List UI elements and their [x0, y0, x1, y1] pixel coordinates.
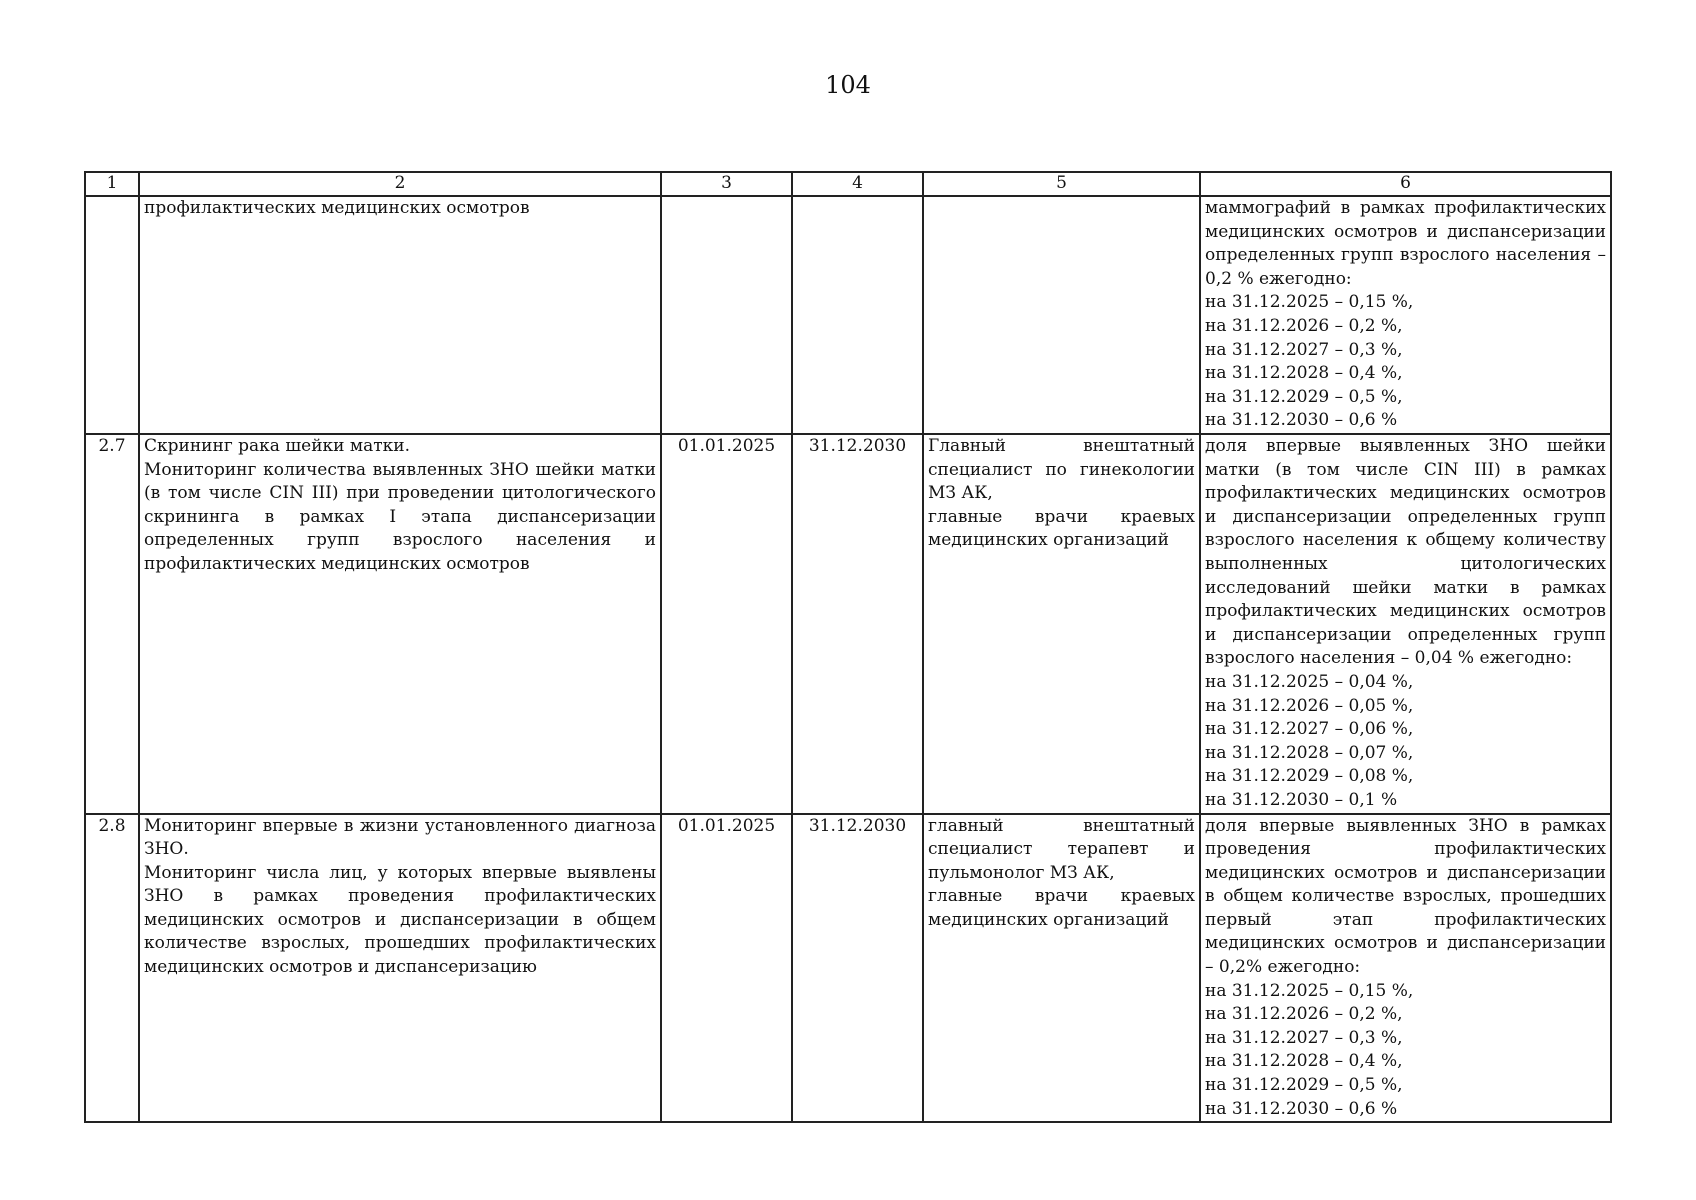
- indicator-value: на 31.12.2026 – 0,05 %,: [1205, 695, 1414, 716]
- column-header: 1: [85, 172, 139, 196]
- end-date-cell: [792, 196, 923, 434]
- activity-cell: [139, 196, 661, 434]
- plan-table: [84, 171, 1612, 1123]
- start-date-cell: [661, 196, 792, 434]
- responsible-cell: [923, 434, 1200, 814]
- table-row: [85, 434, 1611, 814]
- activity-cell: [139, 814, 661, 1123]
- column-header: 6: [1200, 172, 1611, 196]
- activity-text: профилактических медицинских осмотров: [144, 198, 530, 218]
- table-row: [85, 814, 1611, 1123]
- indicator-value: на 31.12.2025 – 0,15 %,: [1205, 980, 1414, 1001]
- end-date-cell: 31.12.2030: [792, 434, 923, 814]
- row-number-cell: [85, 196, 139, 434]
- indicator-value: на 31.12.2029 – 0,5 %,: [1205, 1075, 1403, 1096]
- indicator-value: на 31.12.2025 – 0,04 %,: [1205, 671, 1414, 692]
- indicator-value: на 31.12.2030 – 0,6 %: [1205, 410, 1398, 431]
- indicator-value: на 31.12.2028 – 0,07 %,: [1205, 742, 1414, 763]
- column-header: 3: [661, 172, 792, 196]
- indicator-value: на 31.12.2028 – 0,4 %,: [1205, 1051, 1403, 1072]
- end-date-cell: 31.12.2030: [792, 814, 923, 1123]
- page-number: 104: [825, 71, 871, 99]
- indicator-value: на 31.12.2026 – 0,2 %,: [1205, 315, 1403, 336]
- indicator-value: на 31.12.2030 – 0,6 %: [1205, 1098, 1398, 1119]
- responsible-text: главные врачи краевых медицинских организаций: [928, 886, 1195, 930]
- indicator-cell: [1200, 196, 1611, 434]
- indicator-value: на 31.12.2027 – 0,3 %,: [1205, 339, 1403, 360]
- indicator-value: на 31.12.2029 – 0,08 %,: [1205, 766, 1414, 787]
- responsible-cell: [923, 196, 1200, 434]
- column-header: 4: [792, 172, 923, 196]
- indicator-text: маммографий в рамках профилактических медицинских осмотров и диспансеризации определенных групп взрослого населения – 0,2 % ежегодно:: [1205, 198, 1606, 289]
- indicator-value: на 31.12.2025 – 0,15 %,: [1205, 292, 1414, 313]
- responsible-cell: [923, 814, 1200, 1123]
- activity-cell: [139, 434, 661, 814]
- indicator-cell: [1200, 434, 1611, 814]
- activity-title: Скрининг рака шейки матки.: [144, 436, 411, 456]
- responsible-text: главные врачи краевых медицинских организаций: [928, 506, 1195, 551]
- start-date-cell: 01.01.2025: [661, 434, 792, 814]
- table-row: [85, 196, 1611, 434]
- row-number-cell: 2.7: [85, 434, 139, 814]
- indicator-value: на 31.12.2028 – 0,4 %,: [1205, 363, 1403, 384]
- indicator-text: доля впервые выявленных ЗНО в рамках проведения профилактических медицинских осмотров и диспансеризации в общем количестве взрослых, прошедших первый этап профилактических медицинских осмотров и диспансеризации – 0,2% ежегодно:: [1205, 815, 1606, 978]
- indicator-value: на 31.12.2030 – 0,1 %: [1205, 789, 1398, 810]
- column-header: 2: [139, 172, 661, 196]
- activity-text: Мониторинг количества выявленных ЗНО шейки матки (в том числе CIN III) при проведении цитологического скрининга в рамках I этапа диспансеризации определенных групп взрослого населения и профилактических медицинских осмотров: [144, 459, 656, 574]
- start-date-cell: 01.01.2025: [661, 814, 792, 1123]
- indicator-value: на 31.12.2027 – 0,3 %,: [1205, 1027, 1403, 1048]
- indicator-value: на 31.12.2029 – 0,5 %,: [1205, 386, 1403, 407]
- table-header-row: [85, 172, 1611, 196]
- indicator-value: на 31.12.2027 – 0,06 %,: [1205, 719, 1414, 740]
- indicator-text: доля впервые выявленных ЗНО шейки матки (в том числе CIN III) в рамках профилактических медицинских осмотров и диспансеризации определенных групп взрослого населения к общему количеству выполненных цитологических исследований шейки матки в рамках профилактических медицинских осмотров и диспансеризации определенных групп взрослого населения – 0,04 % ежегодно:: [1205, 436, 1606, 669]
- activity-title: Мониторинг впервые в жизни установленного диагноза ЗНО.: [144, 815, 656, 860]
- column-header: 5: [923, 172, 1200, 196]
- indicator-cell: [1200, 814, 1611, 1123]
- responsible-text: Главный внештатный специалист по гинекологии МЗ АК,: [928, 436, 1195, 504]
- activity-text: Мониторинг числа лиц, у которых впервые выявлены ЗНО в рамках проведения профилактических медицинских осмотров и диспансеризации в общем количестве взрослых, прошедших профилактических медицинских осмотров и диспансеризацию: [144, 862, 656, 978]
- responsible-text: главный внештатный специалист терапевт и пульмонолог МЗ АК,: [928, 815, 1195, 883]
- indicator-value: на 31.12.2026 – 0,2 %,: [1205, 1004, 1403, 1025]
- row-number-cell: 2.8: [85, 814, 139, 1123]
